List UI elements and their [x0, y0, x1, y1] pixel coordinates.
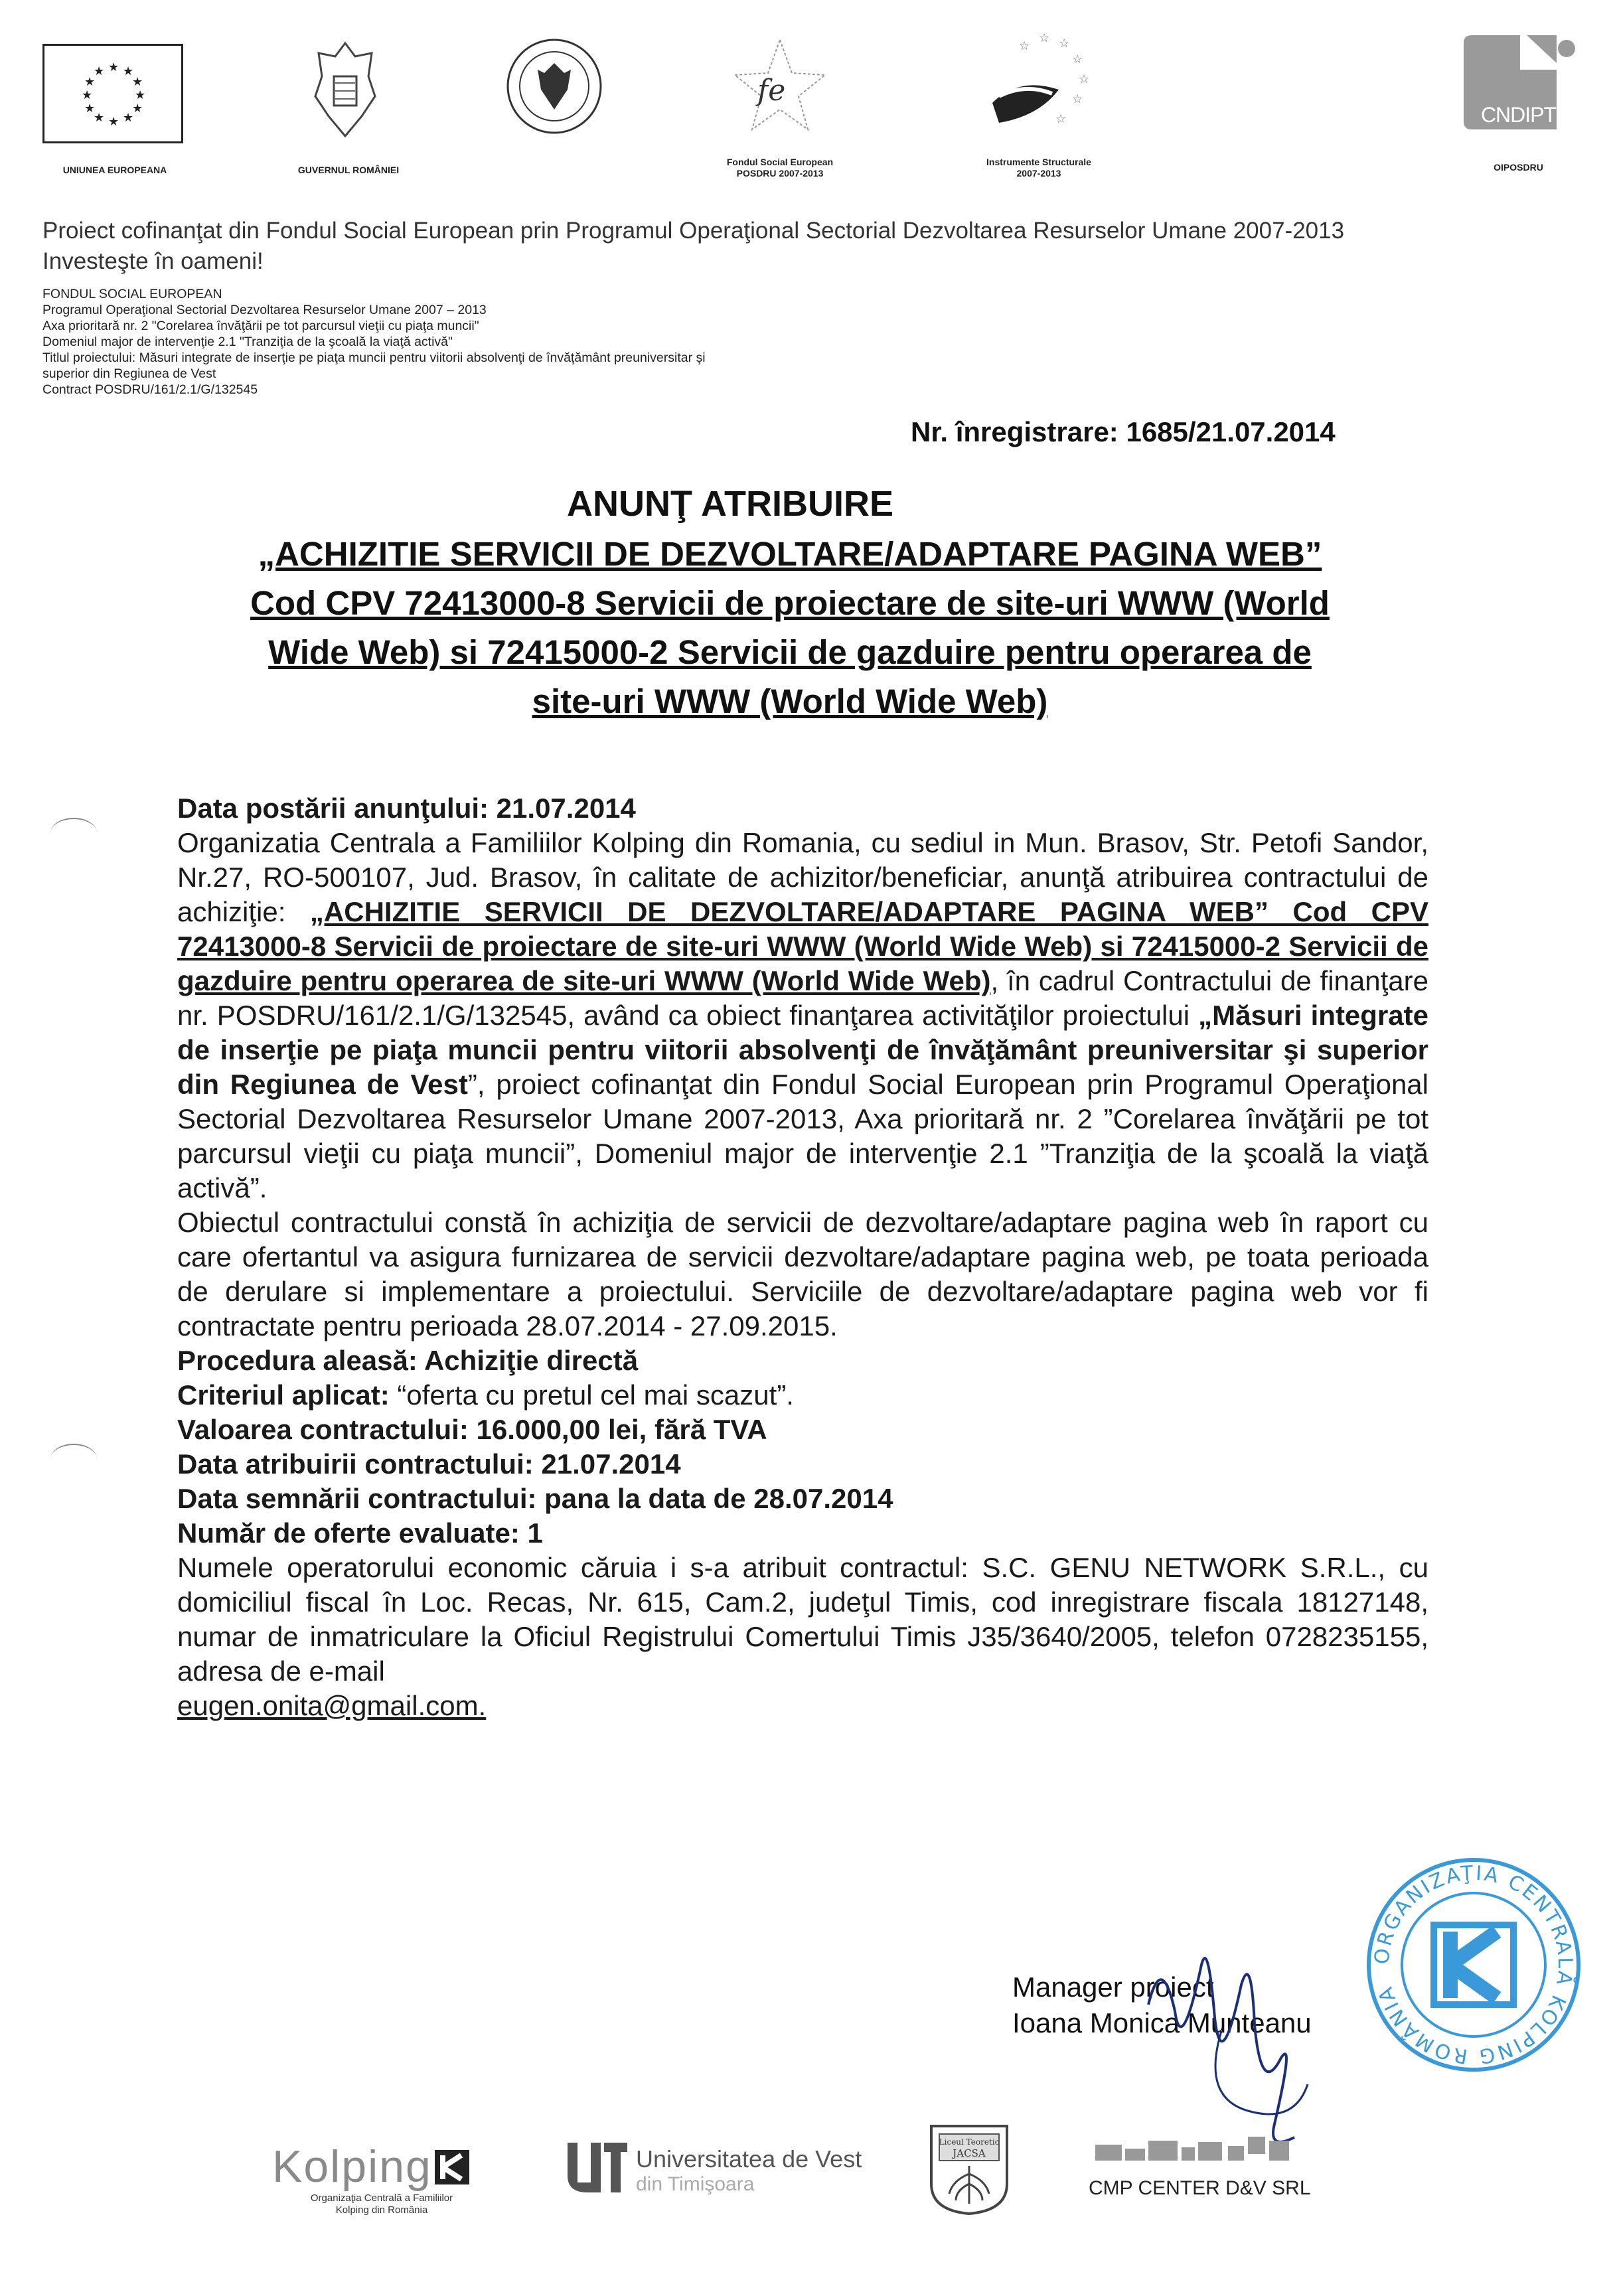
announcement-heading: ANUNŢ ATRIBUIRE	[567, 484, 893, 524]
svg-text:★: ★	[94, 111, 105, 125]
signature-role: Manager proiect	[1012, 1971, 1214, 2003]
svg-text:fe: fe	[757, 74, 786, 108]
kolping-logo	[272, 2141, 491, 2216]
kolping-wordmark: Kolping	[272, 2141, 432, 2192]
detail-line-2: Axa prioritară nr. 2 "Corelarea învăţării pe tot parcursul vieţii cu piaţa muncii"	[42, 319, 479, 333]
paragraph-1	[177, 826, 1428, 1205]
logo-caption-fse	[677, 157, 883, 179]
email-line	[177, 1689, 1428, 1723]
svg-text:★: ★	[84, 102, 96, 115]
organization-stamp	[1361, 1852, 1586, 2081]
svg-text:★: ★	[84, 75, 96, 89]
procedure: Procedura aleasă: Achiziţie directă	[177, 1345, 639, 1376]
svg-text:★: ★	[108, 115, 119, 129]
detail-line-3: Domeniul major de intervenţie 2.1 "Tranziţia de la şcoală la viaţă activă"	[42, 335, 453, 349]
svg-text:☆: ☆	[1059, 37, 1070, 50]
svg-text:★: ★	[123, 111, 134, 125]
stamp-text: ORGANIZAŢIA CENTRALĂ KOLPING ROMÂNIA	[1370, 1861, 1577, 2068]
uvt-logo	[564, 2136, 862, 2196]
detail-line-5: superior din Regiunea de Vest	[42, 366, 216, 381]
sign-date: Data semnării contractului: pana la data de 28.07.2014	[177, 1483, 893, 1514]
svg-text:☆: ☆	[1079, 72, 1090, 86]
cmp-name: CMP CENTER D&V SRL	[1089, 2177, 1311, 2199]
fse-caption-text: Fondul Social European POSDRU 2007-2013	[726, 157, 834, 179]
kolping-caption: Organizaţia Centrală a Familiilor Kolping din România	[310, 2192, 453, 2216]
criteria-label: Criteriul aplicat:	[177, 1379, 390, 1411]
title-line-1: „ACHIZITIE SERVICII DE DEZVOLTARE/ADAPTARE PAGINA WEB”	[258, 535, 1322, 573]
p1-text-a: Organizatia Centrala a Familiilor Kolping din Romania, cu sediul in Mun. Brasov, Str. Petofi Sandor, Nr.27, RO-500107, Jud. Brasov, în calitate de achizitor/beneficiar, anunţă atribuirea contractului de achiziţie:	[177, 827, 1428, 927]
margin-mark	[50, 1444, 97, 1474]
svg-text:★: ★	[108, 60, 119, 74]
svg-text:★: ★	[82, 88, 93, 102]
svg-text:★: ★	[132, 102, 143, 115]
registration-number: Nr. înregistrare: 1685/21.07.2014	[911, 416, 1336, 447]
contract-value: Valoarea contractului: 16.000,00 lei, fără TVA	[177, 1414, 767, 1445]
svg-text:★: ★	[135, 88, 146, 102]
email-link[interactable]: eugen.onita@gmail.com.	[177, 1690, 487, 1721]
cmp-center-logo	[1089, 2134, 1314, 2200]
svg-text:☆: ☆	[1072, 52, 1083, 66]
fse-logo-icon	[733, 37, 826, 139]
uvt-symbol-icon	[564, 2136, 631, 2196]
svg-text:★: ★	[132, 75, 143, 89]
ministry-seal-icon	[504, 37, 604, 139]
svg-text:☆: ☆	[1072, 92, 1083, 106]
announcement-body	[177, 791, 1428, 1723]
paragraph-2: Obiectul contractului constă în achiziţia de servicii de dezvoltare/adaptare pagina web în raport cu care ofertantul va asigura furnizarea de servicii dezvoltare/adaptare pagina web, pe toata perioada de derulare si implementare a proiectului. Serviciile de dezvoltare/adaptare pagina web vor fi contractate pentru perioada 28.07.2014 - 27.09.2015.	[177, 1207, 1428, 1341]
logo-caption-eu: UNIUNEA EUROPEANA	[62, 165, 167, 175]
project-line-1: Proiect cofinanţat din Fondul Social European prin Programul Operaţional Sectorial Dezvoltarea Resurselor Umane 2007-2013	[42, 218, 1345, 244]
criteria-value: “oferta cu pretul cel mai scazut”.	[389, 1379, 794, 1411]
title-line-2: Cod CPV 72413000-8 Servicii de proiectare de site-uri WWW (World	[250, 584, 1330, 622]
margin-mark	[50, 818, 97, 848]
handwritten-signature-icon	[1122, 1925, 1401, 2167]
school-caption-l2: JACSA	[953, 2147, 986, 2159]
school-crest	[926, 2121, 1012, 2220]
detail-line-1: Programul Operaţional Sectorial Dezvoltarea Resurselor Umane 2007 – 2013	[42, 303, 487, 317]
uvt-subname: din Timişoara	[636, 2173, 755, 2195]
structural-instruments-logo-icon	[979, 30, 1112, 146]
school-caption-l1: Liceul Teoretic	[939, 2137, 1000, 2147]
detail-line-0: FONDUL SOCIAL EUROPEAN	[42, 287, 222, 301]
p1-text-c: , în cadrul Contractului de finanţare nr. POSDRU/161/2.1/G/132545, având ca obiect finanţarea activităţilor proiectului	[177, 965, 1428, 1031]
award-date: Data atribuirii contractului: 21.07.2014	[177, 1448, 681, 1480]
logo-caption-gov: GUVERNUL ROMÂNIEI	[297, 165, 400, 175]
p1-text-e: ”, proiect cofinanţat din Fondul Social European prin Programul Operaţional Sectorial Dezvoltarea Resurselor Umane 2007-2013, Axa prioritară nr. 2 ”Corelarea învăţării pe tot parcursul vieţii cu piaţa muncii”, Domeniul major de intervenţie 2.1 ”Tranziţia de la şcoală la viaţă activă”.	[177, 1069, 1428, 1203]
svg-text:★: ★	[123, 64, 134, 78]
criteria	[177, 1378, 1428, 1413]
paragraph-3: Numele operatorului economic căruia i s-a atribuit contractul: S.C. GENU NETWORK S.R.L., cu domiciliul fiscal în Loc. Recas, Nr. 615, Cam.2, judeţul Timis, cod inregistrare fiscala 18127148, numar de inmatriculare la Oficiul Registrului Comertului Timis J35/3640/2005, telefon 0728235155, adresa de e-mail	[177, 1552, 1428, 1687]
svg-text:☆: ☆	[1055, 112, 1067, 126]
is-caption-text: Instrumente Structurale 2007-2013	[986, 157, 1091, 179]
logo-caption-oiposdru: OIPOSDRU	[1494, 162, 1543, 173]
post-date: Data postării anunţului: 21.07.2014	[177, 793, 636, 824]
signature-name: Ioana Monica Munteanu	[1012, 2007, 1312, 2038]
logo-caption-is	[936, 157, 1142, 179]
p1-project-title: „Măsuri integrate de inserţie pe piaţa muncii pentru viitorii absolvenţi de învăţământ preuniversitar şi superior din Regiunea de Vest	[177, 1000, 1428, 1100]
svg-text:☆: ☆	[1019, 39, 1030, 53]
romania-coat-of-arms-icon	[309, 37, 382, 146]
svg-text:★: ★	[94, 64, 105, 78]
title-line-4: site-uri WWW (World Wide Web)	[532, 682, 1048, 720]
cmp-pixel-icon	[1089, 2134, 1314, 2167]
title-line-3: Wide Web) si 72415000-2 Servicii de gazduire pentru operarea de	[268, 633, 1312, 671]
p1-contract-title: „ACHIZITIE SERVICII DE DEZVOLTARE/ADAPTARE PAGINA WEB” Cod CPV 72413000-8 Servicii de proiectare de site-uri WWW (World Wide Web) si 72415000-2 Servicii de gazduire pentru operarea de site-uri WWW (World Wide Web)	[177, 896, 1428, 996]
uvt-name: Universitatea de Vest	[636, 2145, 862, 2173]
project-line-2: Investeşte în oameni!	[42, 248, 264, 274]
offers-count: Număr de oferte evaluate: 1	[177, 1517, 543, 1549]
eu-flag-icon	[42, 44, 183, 143]
cndipt-logo-text: CNDIPT	[1480, 103, 1557, 127]
detail-line-4: Titlul proiectului: Măsuri integrate de inserţie pe piaţa muncii pentru viitorii absolvenţi de învăţământ preuniversitar şi	[42, 350, 706, 365]
kolping-k-icon	[435, 2150, 469, 2184]
detail-line-6: Contract POSDRU/161/2.1/G/132545	[42, 382, 258, 397]
svg-text:☆: ☆	[1039, 31, 1050, 45]
cndipt-logo-icon	[1457, 30, 1580, 136]
